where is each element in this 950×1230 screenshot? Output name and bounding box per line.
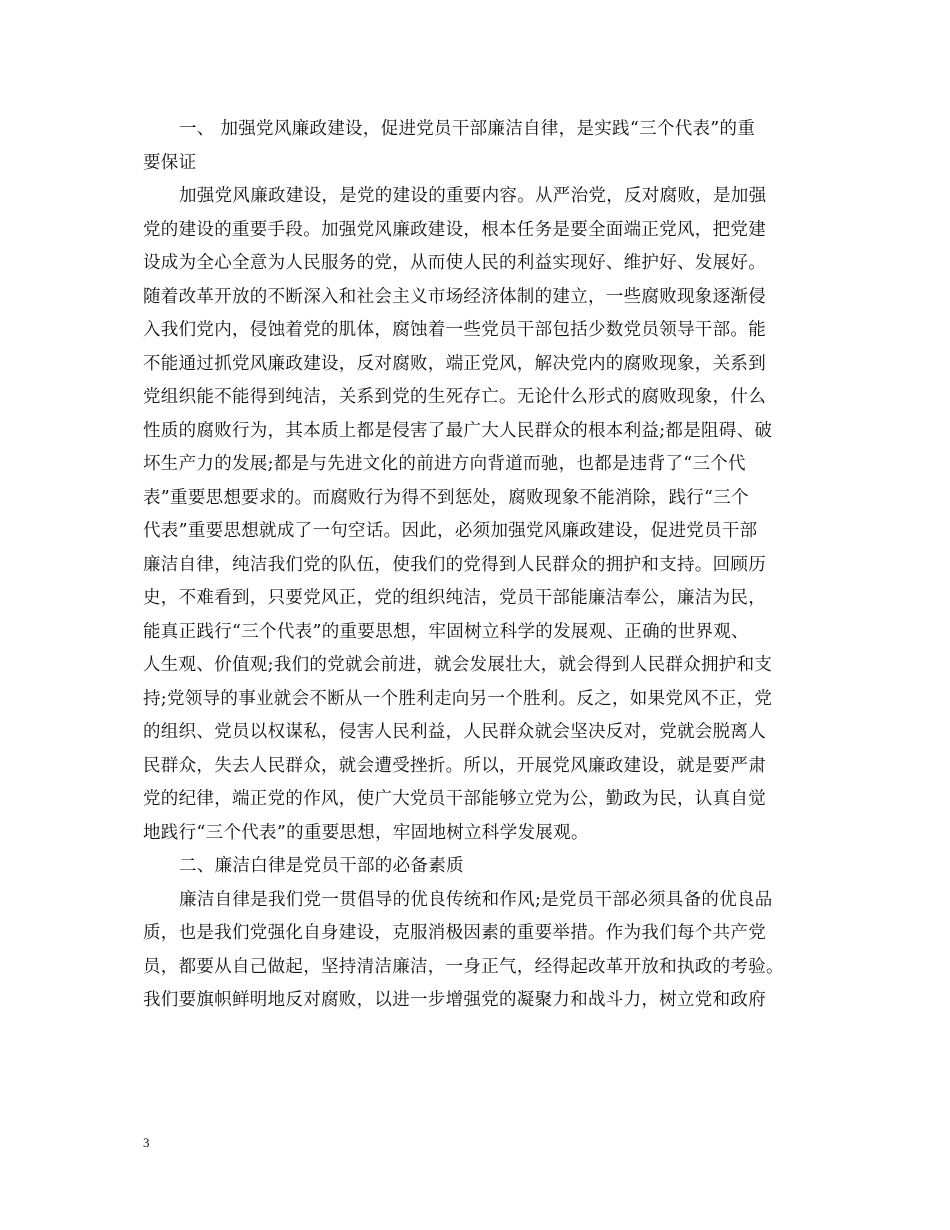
text-line: 不能通过抓党风廉政建设，反对腐败，端正党风，解决党内的腐败现象，关系到 bbox=[143, 353, 766, 374]
text-line: 坏生产力的发展;都是与先进文化的前进方向背道而驰，也都是违背了“三个代 bbox=[143, 454, 746, 474]
text-line: 性质的腐败行为，其本质上都是侵害了最广大人民群众的根本利益;都是阻碍、破 bbox=[143, 420, 773, 441]
text-line: 入我们党内，侵蚀着党的肌体，腐蚀着一些党员干部包括少数党员领导干部。能 bbox=[143, 320, 766, 340]
text-line: 地践行“三个代表”的重要思想，牢固地树立科学发展观。 bbox=[143, 822, 589, 843]
text-line: 史，不难看到，只要党风正，党的组织纯洁，党员干部能廉洁奉公，廉洁为民， bbox=[143, 588, 766, 608]
text-line: 二、廉洁白律是党员干部的必备素质 bbox=[179, 856, 464, 876]
text-line: 表”重要思想要求的。而腐败行为得不到惩处，腐败现象不能消除，践行“三个 bbox=[143, 487, 749, 508]
text-line: 廉洁自律是我们党一贯倡导的优良传统和作风;是党员干部必须具备的优良品 bbox=[179, 889, 773, 910]
text-line: 党的建设的重要手段。加强党风廉政建设，根本任务是要全面端正党风，把党建 bbox=[143, 219, 766, 240]
text-line: 设成为全心全意为人民服务的党，从而使人民的利益实现好、维护好、发展好。 bbox=[143, 253, 766, 273]
text-line: 能真正践行“三个代表”的重要思想，牢固树立科学的发展观、正确的世界观、 bbox=[143, 621, 749, 642]
text-line: 我们要旗帜鲜明地反对腐败，以进一步增强党的凝聚力和战斗力，树立党和政府 bbox=[143, 990, 766, 1010]
text-line: 持;党领导的事业就会不断从一个胜利走向另一个胜利。反之，如果党风不正，党 bbox=[143, 688, 773, 709]
text-line: 员，都要从自己做起，坚持清洁廉洁，一身正气，经得起改革开放和执政的考验。 bbox=[143, 956, 784, 977]
text-line: 人生观、价值观;我们的党就会前进，就会发展壮大，就会得到人民群众拥护和支 bbox=[143, 655, 773, 675]
text-line: 党的纪律，端正党的作风，使广大党员干部能够立党为公，勤政为民，认真自觉 bbox=[143, 789, 766, 809]
text-line: 要保证 bbox=[143, 152, 197, 173]
text-line: 廉洁自律，纯洁我们党的队伍，使我们的党得到人民群众的拥护和支持。回顾历 bbox=[143, 554, 766, 575]
text-line: 随着改革开放的不断深入和社会主义市场经济体制的建立，一些腐败现象逐渐侵 bbox=[143, 286, 766, 307]
document-body bbox=[143, 113, 813, 1018]
page-number: 3 bbox=[143, 1135, 150, 1150]
text-line: 党组织能不能得到纯洁，关系到党的生死存亡。无论什么形式的腐败现象，什么 bbox=[143, 387, 766, 407]
text-line: 的组织、党员以权谋私，侵害人民利益，人民群众就会坚决反对，党就会脱离人 bbox=[143, 722, 766, 742]
text-line: 加强党风廉政建设，是党的建设的重要内容。从严治党，反对腐败，是加强 bbox=[179, 186, 767, 206]
text-line: 民群众，失去人民群众，就会遭受挫折。所以，开展党风廉政建设，就是要严肃 bbox=[143, 755, 766, 776]
text-line: 代表”重要思想就成了一句空话。因此，必须加强党风廉政建设，促进党员干部 bbox=[143, 521, 758, 541]
text-line: 质，也是我们党强化自身建设，克服消极因素的重要举措。作为我们每个共产党 bbox=[143, 923, 766, 943]
text-line: 一、 加强党风廉政建设，促进党员干部廉洁自律，是实践“三个代表”的重 bbox=[179, 119, 756, 139]
